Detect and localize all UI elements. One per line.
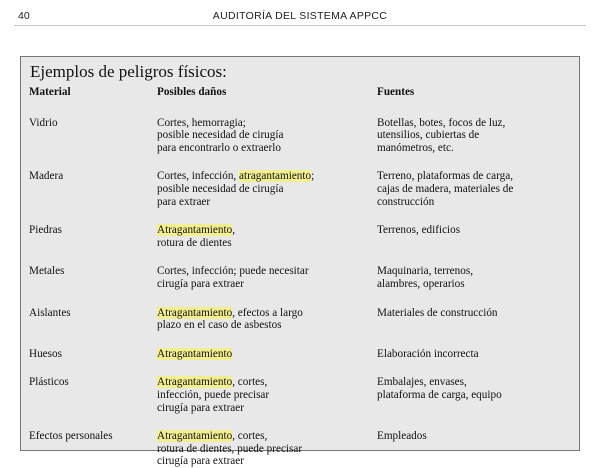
table-row (29, 208, 575, 249)
cell-line: Terrenos, edificios (377, 224, 461, 237)
cell-material: Plásticos (29, 376, 69, 389)
cell-posibles-danos (157, 249, 377, 290)
table-header-row (29, 86, 575, 101)
cell-fuentes (377, 249, 575, 290)
table-row (29, 101, 575, 155)
table-row (29, 291, 575, 332)
cell-posibles-danos (157, 154, 377, 208)
box-title: Ejemplos de peligros físicos: (30, 62, 227, 81)
cell-line: Embalajes, envases, (377, 376, 467, 389)
cell-material: Huesos (29, 347, 62, 360)
cell-line: rotura de dientes, puede precisar (157, 442, 303, 455)
highlighted-term: Atragantamiento (157, 224, 233, 237)
cell-fuentes (377, 154, 575, 208)
cell-line: plazo en el caso de asbestos (157, 319, 282, 332)
cell-posibles-danos (157, 208, 377, 249)
cell-fuentes (377, 414, 575, 468)
cell-material: Aislantes (29, 306, 71, 319)
cell-line: para encontrarlo o extraerlo (157, 141, 281, 154)
cell-line: Elaboración incorrecta (377, 347, 479, 360)
cell-line: rotura de dientes (157, 236, 232, 249)
table-row (29, 414, 575, 468)
cell-posibles-danos (157, 101, 377, 155)
page-header (14, 7, 586, 26)
cell-line: infección, puede precisar (157, 388, 270, 401)
cell-line: manómetros, etc. (377, 141, 454, 154)
cell-line: Terreno, plataformas de carga, (377, 170, 513, 183)
cell-line: cirugía para extraer (157, 277, 244, 290)
cell-line: Atragantamiento, cortes, (157, 430, 268, 443)
cell-line (157, 348, 377, 361)
cell-fuentes (377, 291, 575, 332)
cell-line: Cortes, infección; puede necesitar (157, 265, 309, 278)
cell-line: posible necesidad de cirugía (157, 129, 284, 142)
cell-posibles-danos (157, 360, 377, 414)
column-header-fuentes: Fuentes (377, 86, 415, 98)
table-row (29, 249, 575, 290)
cell-line: posible necesidad de cirugía (157, 182, 284, 195)
cell-line: cirugía para extraer (157, 455, 244, 468)
cell-fuentes (377, 360, 575, 414)
cell-line: Maquinaria, terrenos, (377, 265, 473, 278)
cell-line: alambres, operarios (377, 277, 465, 290)
running-title: AUDITORÍA DEL SISTEMA APPCC (212, 10, 388, 22)
cell-material: Efectos personales (29, 430, 113, 443)
cell-line: Atragantamiento, (157, 224, 235, 237)
column-header-posibles-danos: Posibles daños (157, 86, 227, 98)
cell-line: Botellas, botes, focos de luz, (377, 116, 506, 129)
cell-line: cirugía para extraer (157, 401, 244, 414)
cell-fuentes (377, 208, 575, 249)
cell-line: Cortes, hemorragia; (157, 116, 246, 129)
table-row (29, 360, 575, 414)
cell-posibles-danos (157, 332, 377, 361)
table-row (29, 154, 575, 208)
cell-material: Madera (29, 170, 64, 183)
cell-line: para extraer (157, 195, 211, 208)
table-body (29, 101, 575, 468)
cell-line: plataforma de carga, equipo (377, 388, 502, 401)
cell-line: Atragantamiento, cortes, (157, 376, 268, 389)
highlighted-term: Atragantamiento (157, 430, 233, 443)
highlighted-term: atragantamiento (239, 170, 312, 183)
column-header-material: Material (29, 86, 71, 98)
cell-line: construcción (377, 195, 435, 208)
cell-material: Piedras (29, 224, 62, 237)
hazards-table (29, 86, 575, 468)
cell-material: Metales (29, 265, 65, 278)
page-number: 40 (18, 10, 30, 22)
cell-fuentes (377, 101, 575, 155)
cell-material: Vidrio (29, 116, 58, 129)
hazards-box (20, 56, 580, 468)
highlighted-term: Atragantamiento (157, 347, 233, 360)
cell-line: Materiales de construcción (377, 306, 498, 319)
highlighted-term: Atragantamiento (157, 376, 233, 389)
table-row (29, 332, 575, 361)
cell-line: utensilios, cubiertas de (377, 129, 480, 142)
cell-posibles-danos (157, 291, 377, 332)
cell-line: Empleados (377, 430, 427, 443)
cell-line: Cortes, infección, atragantamiento; (157, 170, 315, 183)
highlighted-term: Atragantamiento (157, 306, 233, 319)
cell-posibles-danos (157, 414, 377, 468)
cell-line: cajas de madera, materiales de (377, 182, 514, 195)
cell-fuentes (377, 332, 575, 361)
cell-line: Atragantamiento, efectos a largo (157, 306, 303, 319)
